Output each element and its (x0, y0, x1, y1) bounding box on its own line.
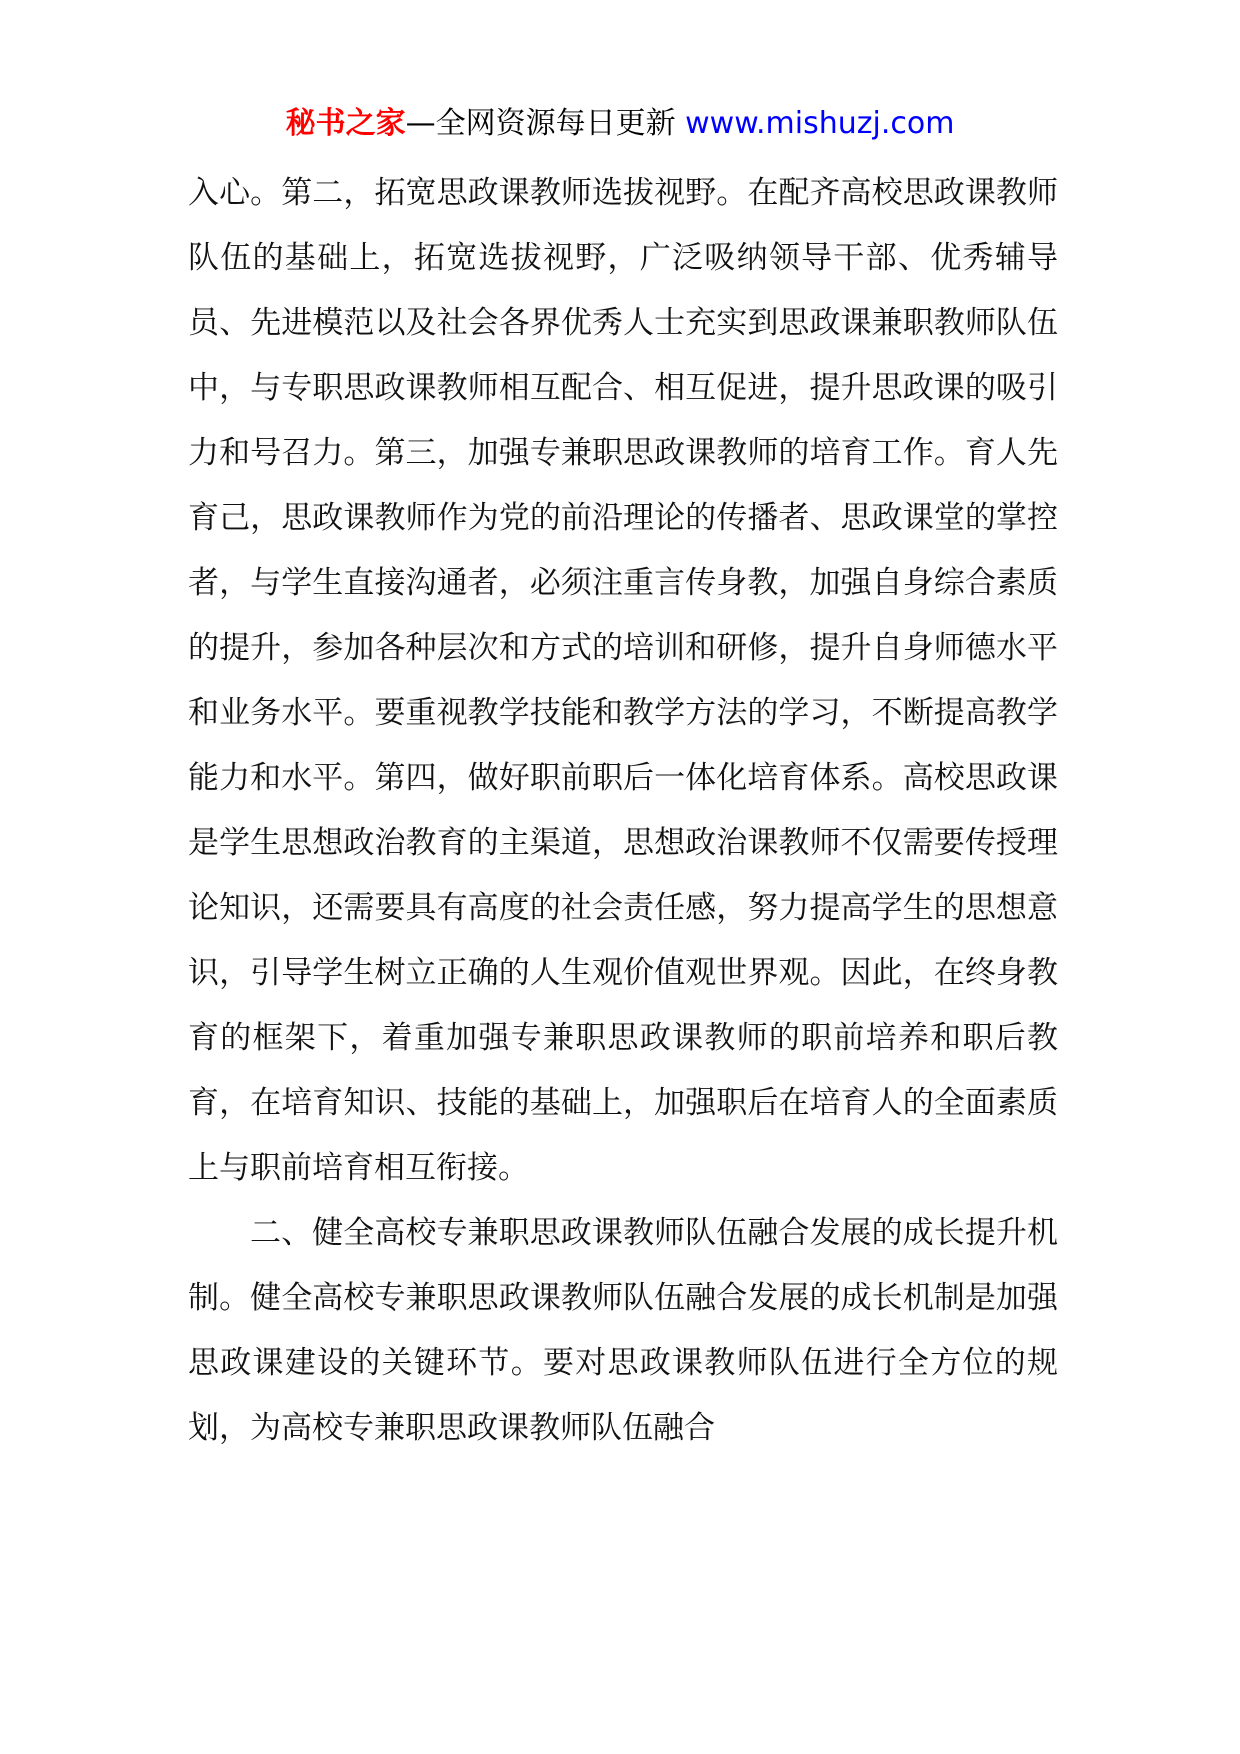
body-paragraph: 入心。第二，拓宽思政课教师选拔视野。在配齐高校思政课教师队伍的基础上，拓宽选拔视野，广泛吸纳领导干部、优秀辅导员、先进模范以及社会各界优秀人士充实到思政课兼职教师队伍中，与专职思政课教师相互配合、相互促进，提升思政课的吸引力和号召力。第三，加强专兼职思政课教师的培育工作。育人先育己，思政课教师作为党的前沿理论的传播者、思政课堂的掌控者，与学生直接沟通者，必须注重言传身教，加强自身综合素质的提升，参加各种层次和方式的培训和研修，提升自身师德水平和业务水平。要重视教学技能和教学方法的学习，不断提高教学能力和水平。第四，做好职前职后一体化培育体系。高校思政课是学生思想政治教育的主渠道，思想政治课教师不仅需要传授理论知识，还需要具有高度的社会责任感，努力提高学生的思想意识，引导学生树立正确的人生观价值观世界观。因此，在终身教育的框架下，着重加强专兼职思政课教师的职前培养和职后教育，在培育知识、技能的基础上，加强职后在培育人的全面素质上与职前培育相互衔接。 (188, 175, 1058, 1186)
page-header (0, 102, 1240, 146)
header-tagline: —全网资源每日更新 (405, 106, 686, 141)
website-link[interactable]: www.mishuzj.com (685, 106, 955, 141)
document-body (188, 161, 1058, 1461)
brand-name: 秘书之家 (285, 106, 406, 141)
section-paragraph: 二、健全高校专兼职思政课教师队伍融合发展的成长提升机制。健全高校专兼职思政课教师队伍融合发展的成长机制是加强思政课建设的关键环节。要对思政课教师队伍进行全方位的规划，为高校专兼职思政课教师队伍融合 (188, 1215, 1058, 1446)
